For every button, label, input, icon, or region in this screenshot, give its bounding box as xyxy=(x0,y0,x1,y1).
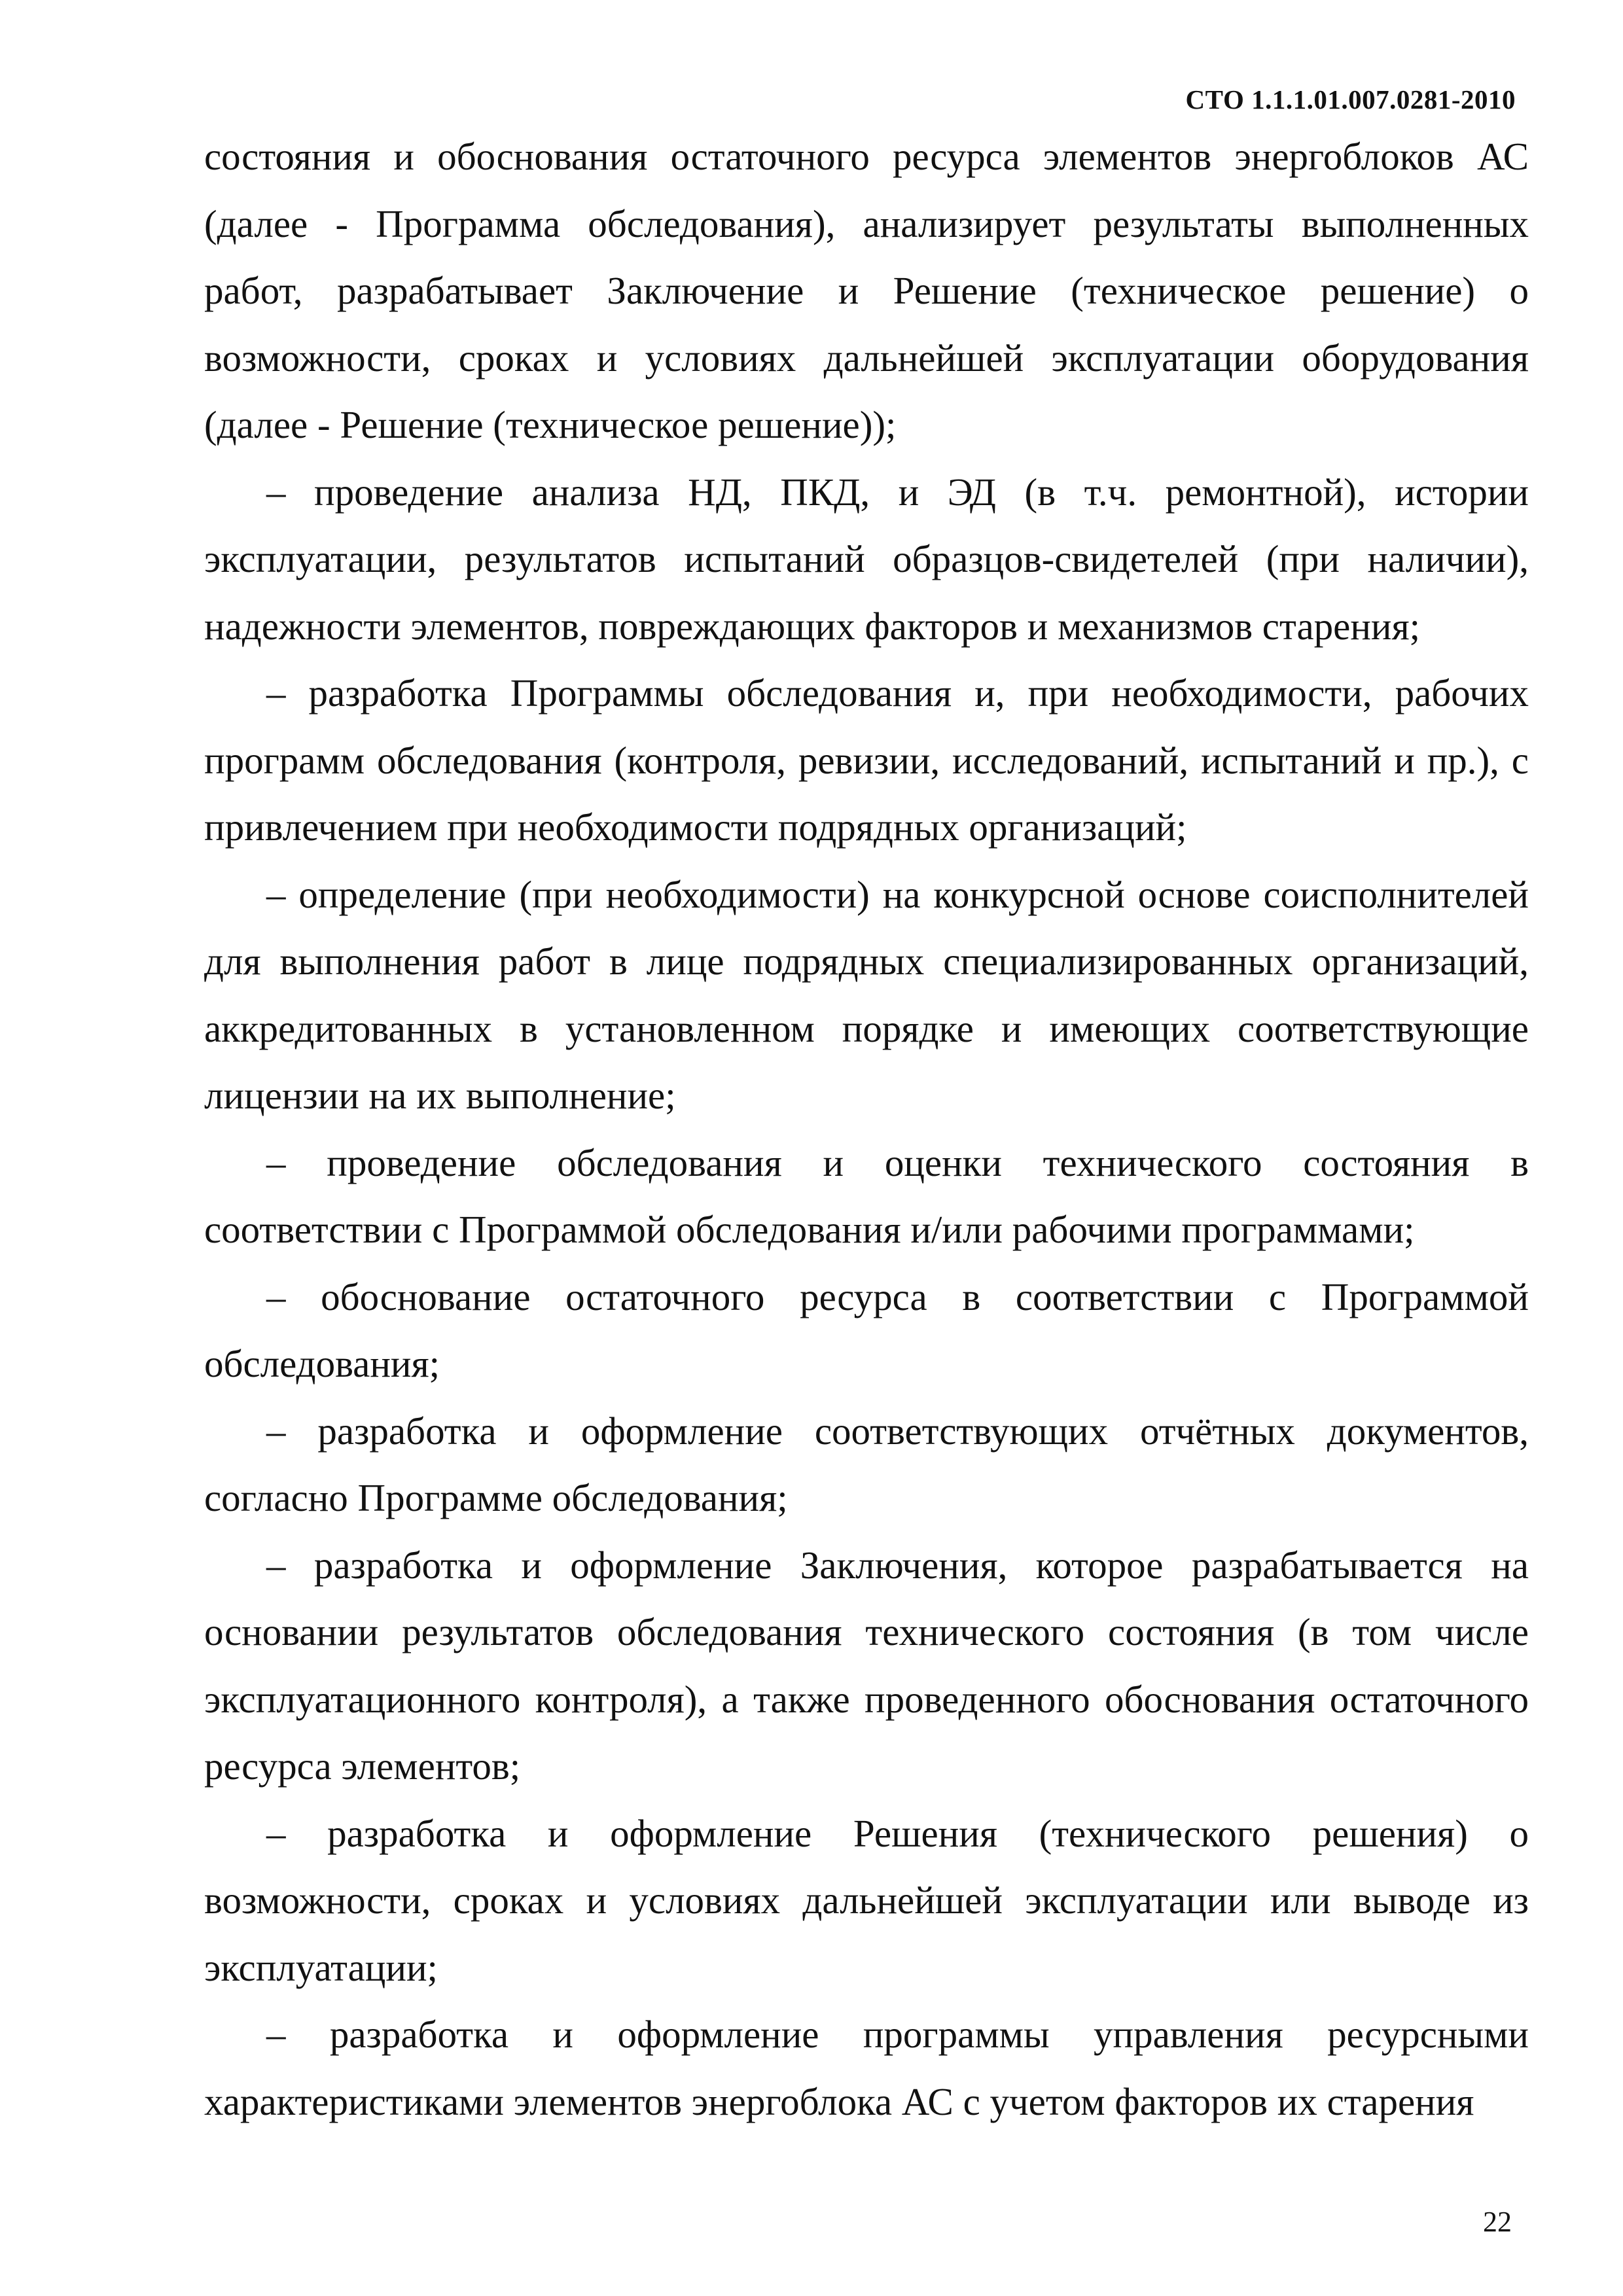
document-code: СТО 1.1.1.01.007.0281-2010 xyxy=(1185,84,1516,115)
paragraph-management-program: – разработка и оформление программы управления ресурсными характеристиками элементов энергоблока АС с учетом факторов их старения xyxy=(204,2013,1529,2123)
paragraph-co-executors: – определение (при необходимости) на конкурсной основе соисполнителей для выполнения работ в лице подрядных специализированных организаций, аккредитованных в установленном порядке и имеющих соответствующие лицензии на их выполнение; xyxy=(204,872,1529,1117)
page-number: 22 xyxy=(1483,2206,1512,2238)
paragraph-residual-life: – обоснование остаточного ресурса в соответствии с Программой обследования; xyxy=(204,1275,1529,1385)
paragraph-analysis: – проведение анализа НД, ПКД, и ЭД (в т.ч. ремонтной), истории эксплуатации, результатов испытаний образцов-свидетелей (при наличии), надежности элементов, повреждающих факторов и механизмов старения; xyxy=(204,470,1529,648)
paragraph-continuation: состояния и обоснования остаточного ресурса элементов энергоблоков АС (далее - Программа обследования), анализирует результаты выполненных работ, разрабатывает Заключение и Решение (техническое решение) о возможности, сроках и условиях дальнейшей эксплуатации оборудования (далее - Решение (техническое решение)); xyxy=(204,135,1529,446)
paragraph-decision: – разработка и оформление Решения (технического решения) о возможности, сроках и условиях дальнейшей эксплуатации или выводе из эксплуатации; xyxy=(204,1811,1529,1989)
body-text xyxy=(204,123,1529,2135)
paragraph-conclusion: – разработка и оформление Заключения, которое разрабатывается на основании результатов обследования технического состояния (в том числе эксплуатационного контроля), а также проведенного обоснования остаточного ресурса элементов; xyxy=(204,1543,1529,1788)
paragraph-program-development: – разработка Программы обследования и, при необходимости, рабочих программ обследования (контроля, ревизии, исследований, испытаний и пр.), с привлечением при необходимости подрядных организаций; xyxy=(204,671,1529,849)
paragraph-inspection: – проведение обследования и оценки технического состояния в соответствии с Программой обследования и/или рабочими программами; xyxy=(204,1140,1529,1251)
paragraph-reports: – разработка и оформление соответствующих отчётных документов, согласно Программе обследования; xyxy=(204,1409,1529,1519)
